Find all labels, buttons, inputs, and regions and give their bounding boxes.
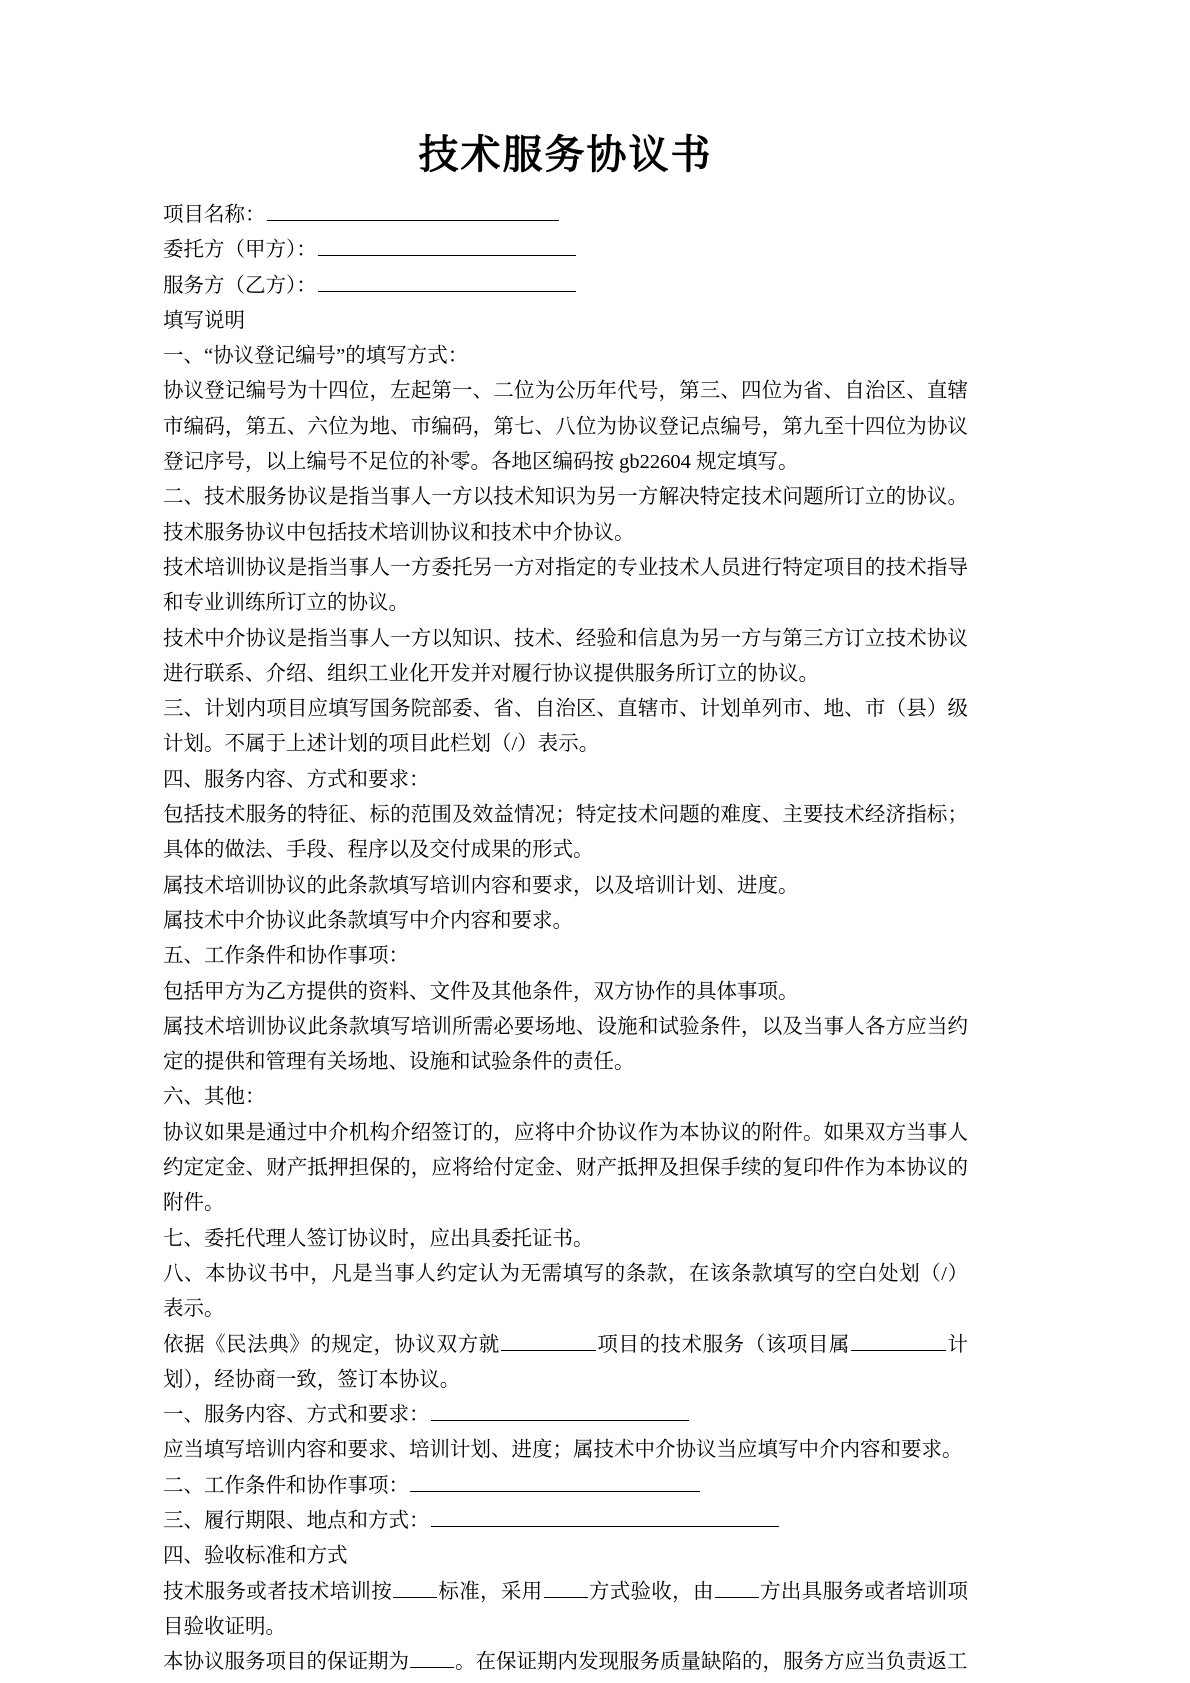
clause-2-work-conditions [163,1469,968,1504]
clause-1-service-content [163,1398,968,1433]
acceptance-text-3: 方式验收，由 [588,1580,714,1603]
preamble-paragraph [163,1328,968,1399]
field-project-name-input[interactable] [267,198,559,221]
preamble-plan-input[interactable] [851,1328,946,1351]
acceptance-standard-input[interactable] [393,1575,437,1598]
clause-3-label: 三、履行期限、地点和方式： [163,1509,430,1532]
field-service-party-b-input[interactable] [318,269,576,292]
instruction-item-5-heading: 五、工作条件和协作事项： [163,945,409,968]
preamble-text-3: 计划），经协商一致，签订本协议。 [163,1333,969,1391]
acceptance-text-1: 技术服务或者技术培训按 [163,1580,393,1603]
instruction-training-conditions: 属技术培训协议此条款填写培训所需必要场地、设施和试验条件，以及当事人各方应当约定的提供和管理有关场地、设施和试验条件的责任。 [163,1015,968,1074]
instruction-item-8: 八、本协议书中，凡是当事人约定认为无需填写的条款，在该条款填写的空白处划（/）表示。 [163,1262,968,1321]
instruction-item-4-body: 包括技术服务的特征、标的范围及效益情况；特定技术问题的难度、主要技术经济指标；具体的做法、手段、程序以及交付成果的形式。 [163,804,968,862]
field-service-party-b [163,269,968,304]
clause-2-input[interactable] [410,1469,700,1492]
preamble-project-input[interactable] [501,1328,596,1351]
acceptance-paragraph [163,1575,968,1646]
preamble-text-2: 项目的技术服务（该项目属 [596,1333,850,1356]
instruction-item-1-heading: 一、“协议登记编号”的填写方式： [163,345,469,368]
instruction-item-4-heading: 四、服务内容、方式和要求： [163,768,430,791]
acceptance-method-input[interactable] [544,1575,588,1598]
clause-1-note: 应当填写培训内容和要求、培训计划、进度；属技术中介协议当应填写中介内容和要求。 [163,1439,963,1462]
warranty-text-1: 本协议服务项目的保证期为 [163,1651,409,1674]
field-project-name-label: 项目名称： [163,204,266,226]
field-client-party-a-label: 委托方（甲方）： [163,239,317,262]
document-body [163,130,968,1680]
clause-1-input[interactable] [431,1399,689,1422]
clause-4-heading: 四、验收标准和方式 [163,1545,348,1568]
clause-3-performance-terms [163,1504,968,1539]
preamble-text-1: 依据《民法典》的规定，协议双方就 [163,1333,500,1356]
instruction-item-7: 七、委托代理人签订协议时，应出具委托证书。 [163,1227,594,1250]
instruction-item-3: 三、计划内项目应填写国务院部委、省、自治区、直辖市、计划单列市、地、市（县）级计划。不属于上述计划的项目此栏划（/）表示。 [163,698,968,756]
acceptance-text-4: 方出具服务或者培训项目验收证明。 [163,1580,969,1638]
clause-1-label: 一、服务内容、方式和要求： [163,1404,430,1427]
instruction-item-1-body: 协议登记编号为十四位，左起第一、二位为公历年代号，第三、四位为省、自治区、直辖市编码，第五、六位为地、市编码，第七、八位为协议登记点编号，第九至十四位为协议登记序号，以上编号不足位的补零。各地区编码按 gb22604 规定填写。 [163,380,968,474]
warranty-paragraph [163,1645,968,1680]
instruction-training-content: 属技术培训协议的此条款填写培训内容和要求，以及培训计划、进度。 [163,874,799,897]
page-title: 技术服务协议书 [418,132,713,177]
instruction-item-5-body: 包括甲方为乙方提供的资料、文件及其他条件，双方协作的具体事项。 [163,980,799,1003]
instruction-item-6-heading: 六、其他： [163,1086,266,1109]
clause-3-input[interactable] [431,1504,779,1527]
instructions-heading: 填写说明 [163,309,245,332]
instruction-intermediary-agreement: 技术中介协议是指当事人一方以知识、技术、经验和信息为另一方与第三方订立技术协议进行联系、介绍、组织工业化开发并对履行协议提供服务所订立的协议。 [163,627,968,685]
acceptance-text-2: 标准，采用 [438,1580,543,1603]
instruction-item-2: 二、技术服务协议是指当事人一方以技术知识为另一方解决特定技术问题所订立的协议。技术服务协议中包括技术培训协议和技术中介协议。 [163,486,968,544]
field-client-party-a-input[interactable] [318,234,576,257]
instruction-intermediary-content: 属技术中介协议此条款填写中介内容和要求。 [163,909,573,932]
acceptance-issuer-input[interactable] [715,1575,759,1598]
instruction-item-6-body: 协议如果是通过中介机构介绍签订的，应将中介协议作为本协议的附件。如果双方当事人约定定金、财产抵押担保的，应将给付定金、财产抵押及担保手续的复印件作为本协议的附件。 [163,1121,968,1215]
clause-2-label: 二、工作条件和协作事项： [163,1474,409,1497]
field-project-name [163,198,968,233]
warranty-text-2: 。在保证期内发现服务质量缺陷的，服务方应当负责返工 [455,1651,968,1674]
warranty-period-input[interactable] [410,1646,454,1669]
field-service-party-b-label: 服务方（乙方）： [163,274,317,297]
instruction-training-agreement: 技术培训协议是指当事人一方委托另一方对指定的专业技术人员进行特定项目的技术指导和专业训练所订立的协议。 [163,556,968,615]
field-client-party-a [163,233,968,268]
